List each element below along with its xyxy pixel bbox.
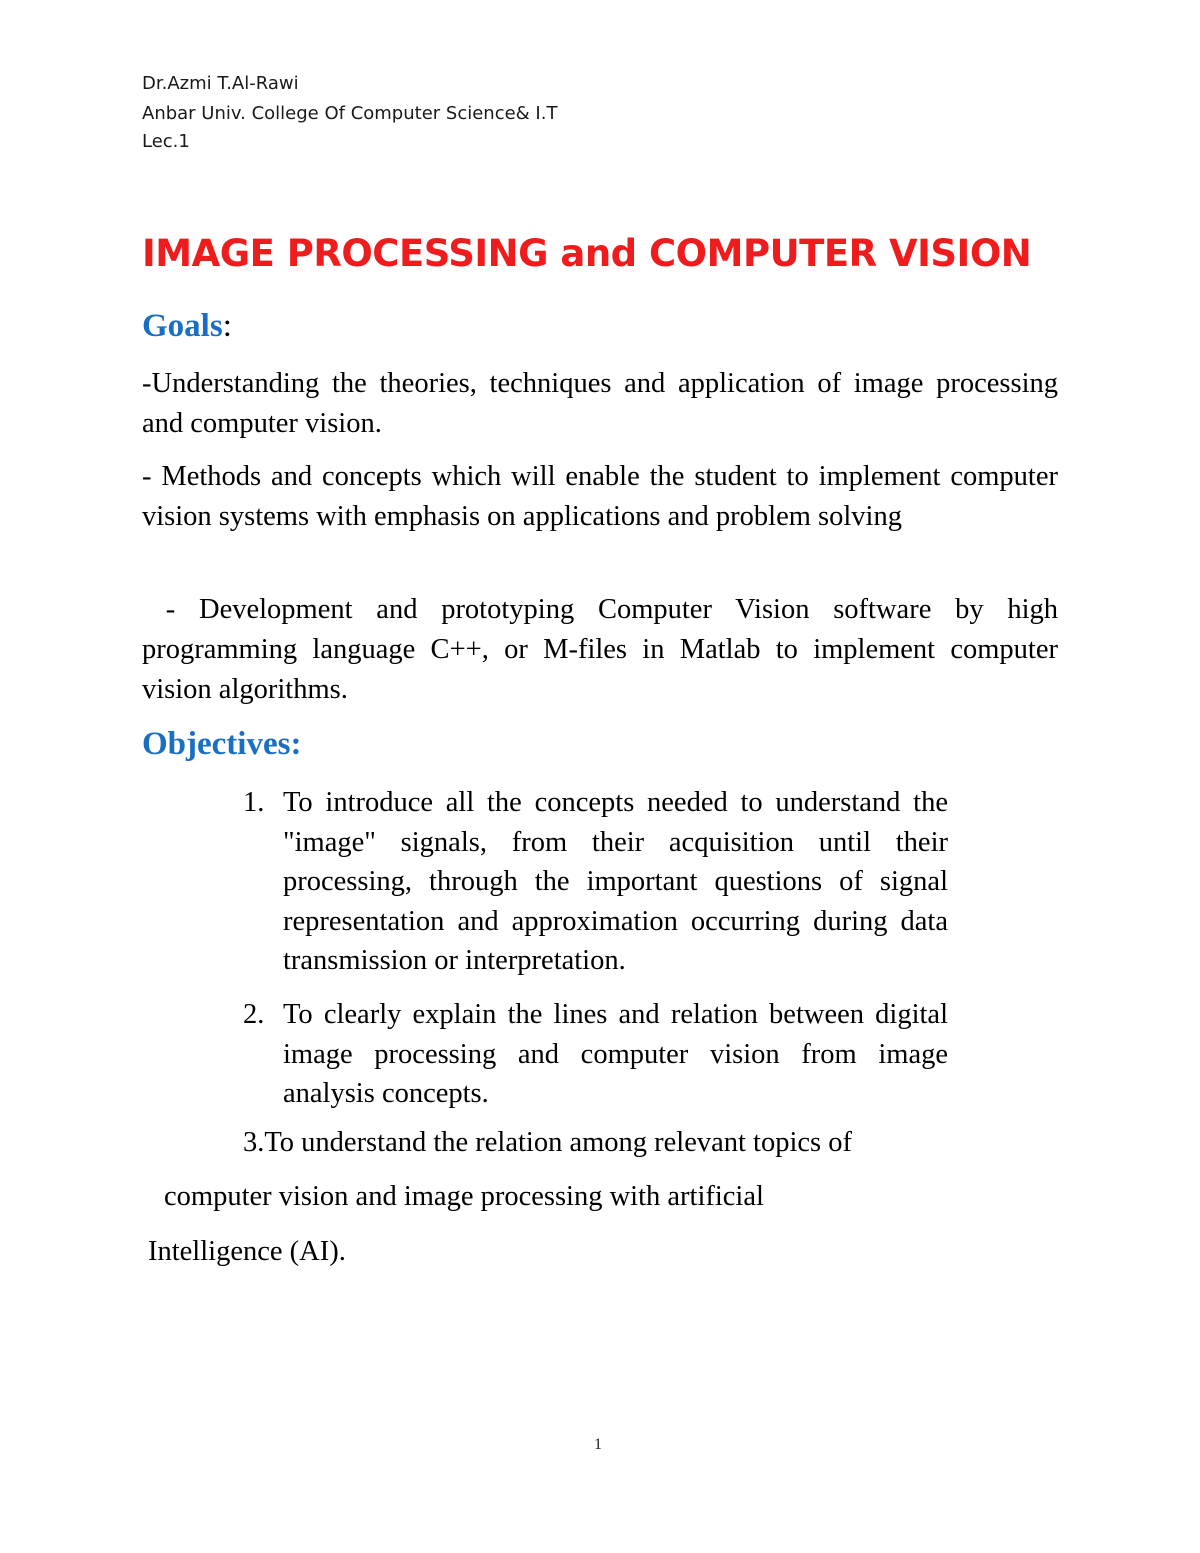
goal-item-3: - Development and prototyping Computer Vision software by high programming language C++, or M-files in Matlab to implement computer vision algorithms. xyxy=(142,594,1066,705)
objectives-heading: Objectives: xyxy=(142,726,302,762)
goal-item-1: -Understanding the theories, techniques and application of image processing and computer vision. xyxy=(142,368,1058,439)
page-title: IMAGE PROCESSING and COMPUTER VISION xyxy=(142,232,1032,275)
goal-item-2: - Methods and concepts which will enable the student to implement computer vision systems with emphasis on applications and problem solving xyxy=(142,461,1058,532)
objective-number-1: 1. xyxy=(243,787,265,818)
objective-item-3-line-1: 3.To understand the relation among relevant topics of xyxy=(243,1127,852,1158)
goals-heading-text: Goals xyxy=(142,308,223,344)
header-lecture: Lec.1 xyxy=(142,131,190,152)
objective-item-1 xyxy=(243,783,948,981)
header-institution: Anbar Univ. College Of Computer Science& I.T xyxy=(142,103,558,124)
objective-item-3-line-2: computer vision and image processing with artificial xyxy=(164,1181,764,1212)
objective-number-2: 2. xyxy=(243,999,265,1030)
header-author: Dr.Azmi T.Al-Rawi xyxy=(142,73,299,94)
objective-text-1: To introduce all the concepts needed to understand the "image" signals, from their acquisition until their processing, through the important questions of signal representation and approximation occurring during data transmission or interpretation. xyxy=(283,787,948,976)
goals-heading-colon: : xyxy=(222,308,232,344)
goals-heading xyxy=(142,308,232,345)
objective-item-2 xyxy=(243,995,948,1114)
objective-text-2: To clearly explain the lines and relation between digital image processing and computer vision from image analysis concepts. xyxy=(283,999,948,1109)
objective-item-3-line-3: Intelligence (AI). xyxy=(148,1236,346,1267)
page-number: 1 xyxy=(594,1436,602,1453)
